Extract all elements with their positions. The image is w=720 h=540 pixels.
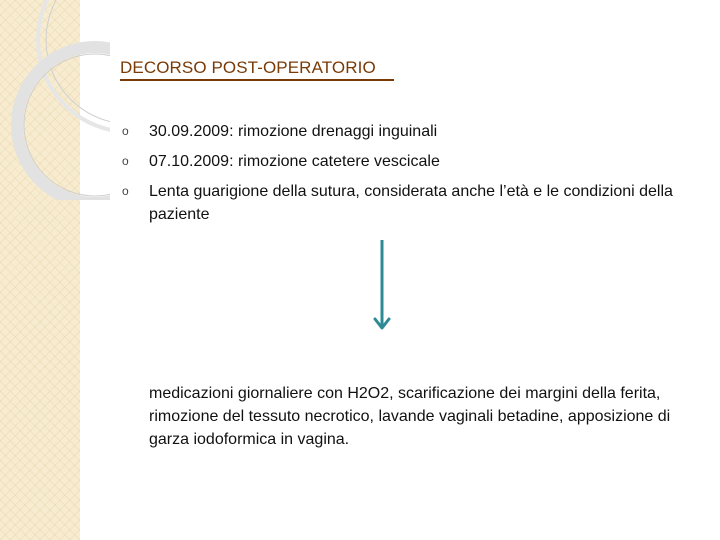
- bullet-marker: o: [122, 184, 129, 198]
- title-underline: [120, 79, 394, 81]
- list-item: [122, 180, 707, 226]
- bullet-text: 07.10.2009: rimozione catetere vescicale: [149, 153, 440, 170]
- outcome-paragraph: medicazioni giornaliere con H2O2, scarificazione dei margini della ferita, rimozione del tessuto necrotico, lavande vaginali betadine, apposizione di garza iodoformica in vagina.: [149, 385, 671, 448]
- bullet-text: Lenta guarigione della sutura, considerata anche l’età e le condizioni della paziente: [149, 183, 673, 223]
- slide-title: DECORSO POST-OPERATORIO: [120, 58, 376, 77]
- bullet-marker: o: [122, 124, 129, 138]
- ring-ornament: [0, 0, 110, 200]
- bullet-text: 30.09.2009: rimozione drenaggi inguinali: [149, 123, 438, 140]
- down-arrow-icon: [372, 240, 392, 335]
- bullet-list: [122, 120, 707, 233]
- bullet-marker: o: [122, 154, 129, 168]
- list-item: [122, 120, 707, 143]
- list-item: [122, 150, 707, 173]
